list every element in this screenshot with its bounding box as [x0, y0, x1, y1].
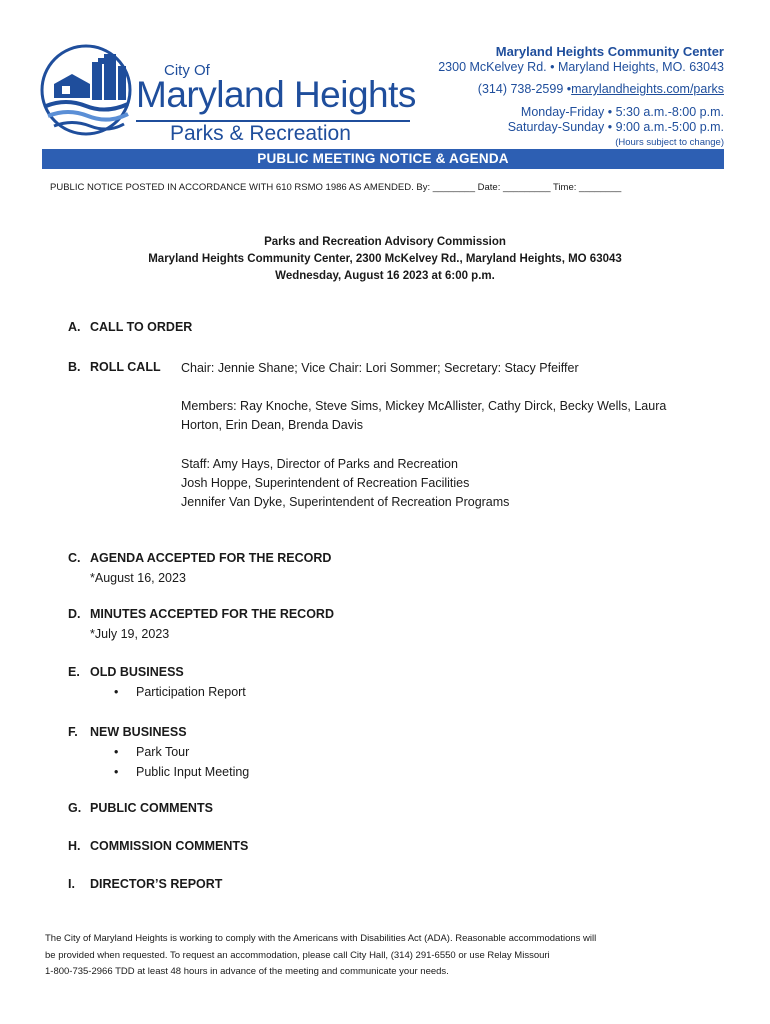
bullet-icon: • [114, 745, 119, 759]
agenda-accepted-date: *August 16, 2023 [90, 571, 186, 585]
agenda-item-roll-call [68, 360, 161, 374]
agenda-title: CALL TO ORDER [90, 320, 193, 334]
agenda-item-old-business [68, 665, 184, 679]
agenda-title: OLD BUSINESS [90, 665, 184, 679]
members-line-2: Horton, Erin Dean, Brenda Davis [181, 418, 364, 432]
ada-notice-line-1: The City of Maryland Heights is working to comply with the Americans with Disabilities Act (ADA). Reasonable accommodations will [45, 933, 597, 944]
agenda-letter: E. [68, 665, 80, 679]
posted-notice: PUBLIC NOTICE POSTED IN ACCORDANCE WITH 610 RSMO 1986 AS AMENDED. By: ________ Date: _________ Time: ________ [50, 182, 622, 193]
agenda-item-public-comments [68, 801, 213, 815]
agenda-item-new-business [68, 725, 187, 739]
hours-note: (Hours subject to change) [615, 137, 724, 148]
agenda-letter: G. [68, 801, 82, 815]
hours-block [438, 105, 724, 150]
roll-call-staff [181, 455, 509, 512]
staff-line-1: Staff: Amy Hays, Director of Parks and Recreation [181, 457, 458, 471]
list-item-label: Park Tour [136, 745, 190, 759]
contact-block [438, 44, 724, 150]
hours-weekend: Saturday-Sunday • 9:00 a.m.-5:00 p.m. [507, 120, 724, 134]
list-item [114, 765, 249, 779]
city-logo [40, 44, 420, 144]
meeting-datetime: Wednesday, August 16 2023 at 6:00 p.m. [275, 270, 495, 282]
city-emblem-icon [40, 44, 136, 144]
agenda-item-call-to-order [68, 320, 192, 334]
agenda-title: ROLL CALL [90, 360, 161, 374]
bullet-icon: • [114, 765, 119, 779]
agenda-letter: D. [68, 607, 81, 621]
meeting-body: Parks and Recreation Advisory Commission [264, 236, 506, 248]
community-center-address: 2300 McKelvey Rd. • Maryland Heights, MO. 63043 [438, 60, 724, 74]
website-link[interactable]: marylandheights.com/parks [571, 82, 724, 96]
meeting-info [0, 234, 770, 285]
agenda-letter: H. [68, 839, 81, 853]
logo-city-name: Maryland Heights [136, 74, 416, 115]
bullet-icon: • [114, 685, 119, 699]
agenda-item-commission-comments [68, 839, 248, 853]
ada-notice [45, 931, 735, 981]
agenda-letter: C. [68, 551, 81, 565]
hours-weekday: Monday-Friday • 5:30 a.m.-8:00 p.m. [520, 105, 724, 119]
roll-call-members [181, 397, 666, 435]
agenda-title: DIRECTOR’S REPORT [90, 877, 223, 891]
agenda-letter: B. [68, 360, 81, 374]
members-line-1: Members: Ray Knoche, Steve Sims, Mickey McAllister, Cathy Dirck, Becky Wells, Laura [181, 399, 667, 413]
list-item-label: Public Input Meeting [136, 765, 250, 779]
agenda-item-minutes-accepted [68, 607, 334, 621]
minutes-accepted-date: *July 19, 2023 [90, 627, 170, 641]
roll-call-officers: Chair: Jennie Shane; Vice Chair: Lori Sommer; Secretary: Stacy Pfeiffer [181, 361, 579, 375]
list-item [114, 745, 189, 759]
agenda-title: PUBLIC COMMENTS [90, 801, 213, 815]
agenda-letter: A. [68, 320, 81, 334]
contact-phone-line [438, 82, 724, 96]
list-item-label: Participation Report [136, 685, 246, 699]
agenda-title: NEW BUSINESS [90, 725, 187, 739]
agenda-title: MINUTES ACCEPTED FOR THE RECORD [90, 607, 334, 621]
agenda-item-agenda-accepted [68, 551, 331, 565]
logo-department: Parks & Recreation [170, 122, 351, 145]
agenda-title: AGENDA ACCEPTED FOR THE RECORD [90, 551, 332, 565]
agenda-letter: I. [68, 877, 75, 891]
notice-banner: PUBLIC MEETING NOTICE & AGENDA [42, 149, 724, 169]
agenda-title: COMMISSION COMMENTS [90, 839, 249, 853]
contact-phone: (314) 738-2599 • [477, 82, 572, 96]
community-center-name: Maryland Heights Community Center [495, 44, 724, 59]
staff-line-3: Jennifer Van Dyke, Superintendent of Recreation Programs [181, 495, 510, 509]
logo-city-of: City Of [164, 62, 210, 79]
agenda-letter: F. [68, 725, 78, 739]
ada-notice-line-2: be provided when requested. To request an accommodation, please call City Hall, (314) 291-6550 or use Relay Missouri [45, 949, 550, 961]
agenda-item-directors-report [68, 877, 222, 891]
meeting-location: Maryland Heights Community Center, 2300 McKelvey Rd., Maryland Heights, MO 63043 [148, 253, 622, 265]
staff-line-2: Josh Hoppe, Superintendent of Recreation Facilities [181, 476, 470, 490]
ada-notice-line-3: 1-800-735-2966 TDD at least 48 hours in advance of the meeting and communicate your needs. [45, 966, 449, 977]
list-item [114, 685, 246, 699]
